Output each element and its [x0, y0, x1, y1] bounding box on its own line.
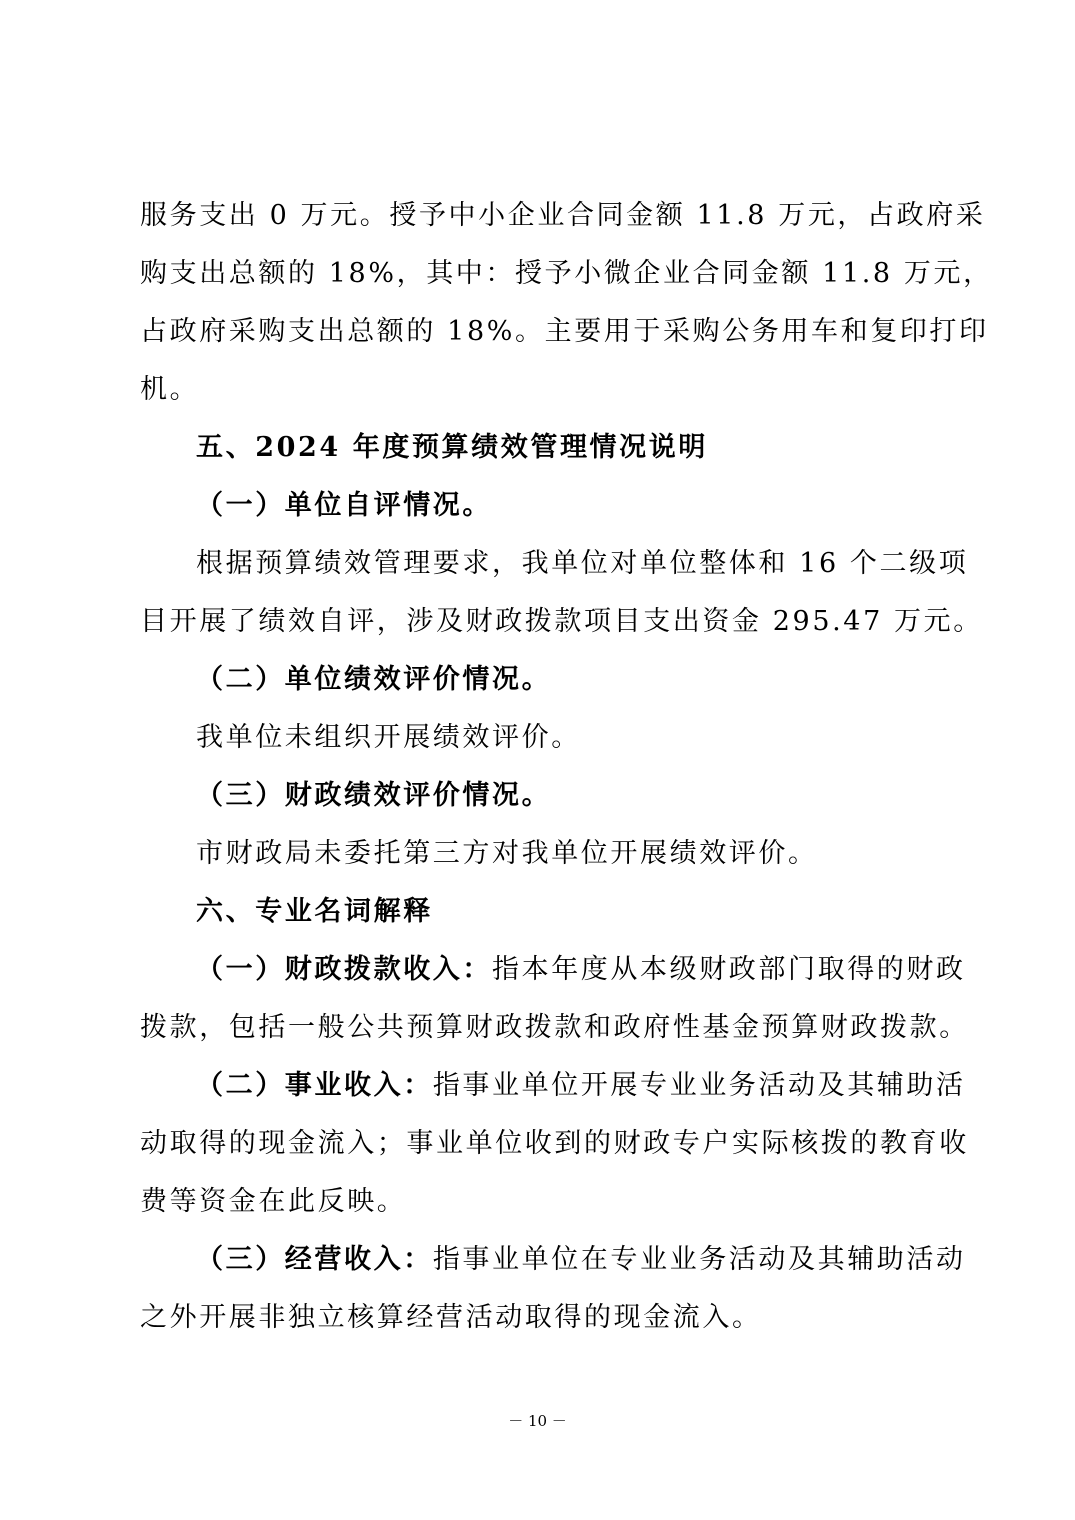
subsection-heading: （一）单位自评情况。	[196, 490, 492, 521]
paragraph-line: 占政府采购支出总额的 18%。主要用于采购公务用车和复印打印	[140, 316, 989, 347]
definition-term: （三）经营收入：	[196, 1244, 433, 1275]
paragraph-line: 我单位未组织开展绩效评价。	[196, 722, 581, 753]
paragraph-line: 根据预算绩效管理要求，我单位对单位整体和 16 个二级项	[196, 548, 969, 579]
paragraph-line: 动取得的现金流入；事业单位收到的财政专户实际核拨的教育收	[140, 1128, 969, 1159]
paragraph-line: 服务支出 0 万元。授予中小企业合同金额 11.8 万元，占政府采	[140, 200, 986, 231]
definition-term: （二）事业收入：	[196, 1070, 433, 1101]
definition-text: 指本年度从本级财政部门取得的财政	[492, 954, 966, 985]
page-number: － 10 －	[508, 1412, 567, 1430]
definition-line	[140, 941, 966, 999]
paragraph-line: 之外开展非独立核算经营活动取得的现金流入。	[140, 1302, 762, 1333]
paragraph-line: 拨款，包括一般公共预算财政拨款和政府性基金预算财政拨款。	[140, 1012, 969, 1043]
subsection-heading: （三）财政绩效评价情况。	[196, 780, 552, 811]
section-heading: 五、2024 年度预算绩效管理情况说明	[196, 432, 708, 463]
definition-line	[140, 1057, 966, 1115]
paragraph-line: 机。	[140, 374, 200, 405]
paragraph-line: 目开展了绩效自评，涉及财政拨款项目支出资金 295.47 万元。	[140, 606, 983, 637]
paragraph-line: 市财政局未委托第三方对我单位开展绩效评价。	[196, 838, 818, 869]
page-content	[140, 187, 993, 1347]
definition-text: 指事业单位开展专业业务活动及其辅助活	[432, 1070, 966, 1101]
definition-text: 指事业单位在专业业务活动及其辅助活动	[432, 1244, 966, 1275]
section-heading: 六、专业名词解释	[196, 896, 433, 927]
paragraph-line: 购支出总额的 18%，其中：授予小微企业合同金额 11.8 万元，	[140, 258, 993, 289]
definition-line	[140, 1231, 966, 1289]
subsection-heading: （二）单位绩效评价情况。	[196, 664, 552, 695]
paragraph-line: 费等资金在此反映。	[140, 1186, 407, 1217]
definition-term: （一）财政拨款收入：	[196, 954, 492, 985]
